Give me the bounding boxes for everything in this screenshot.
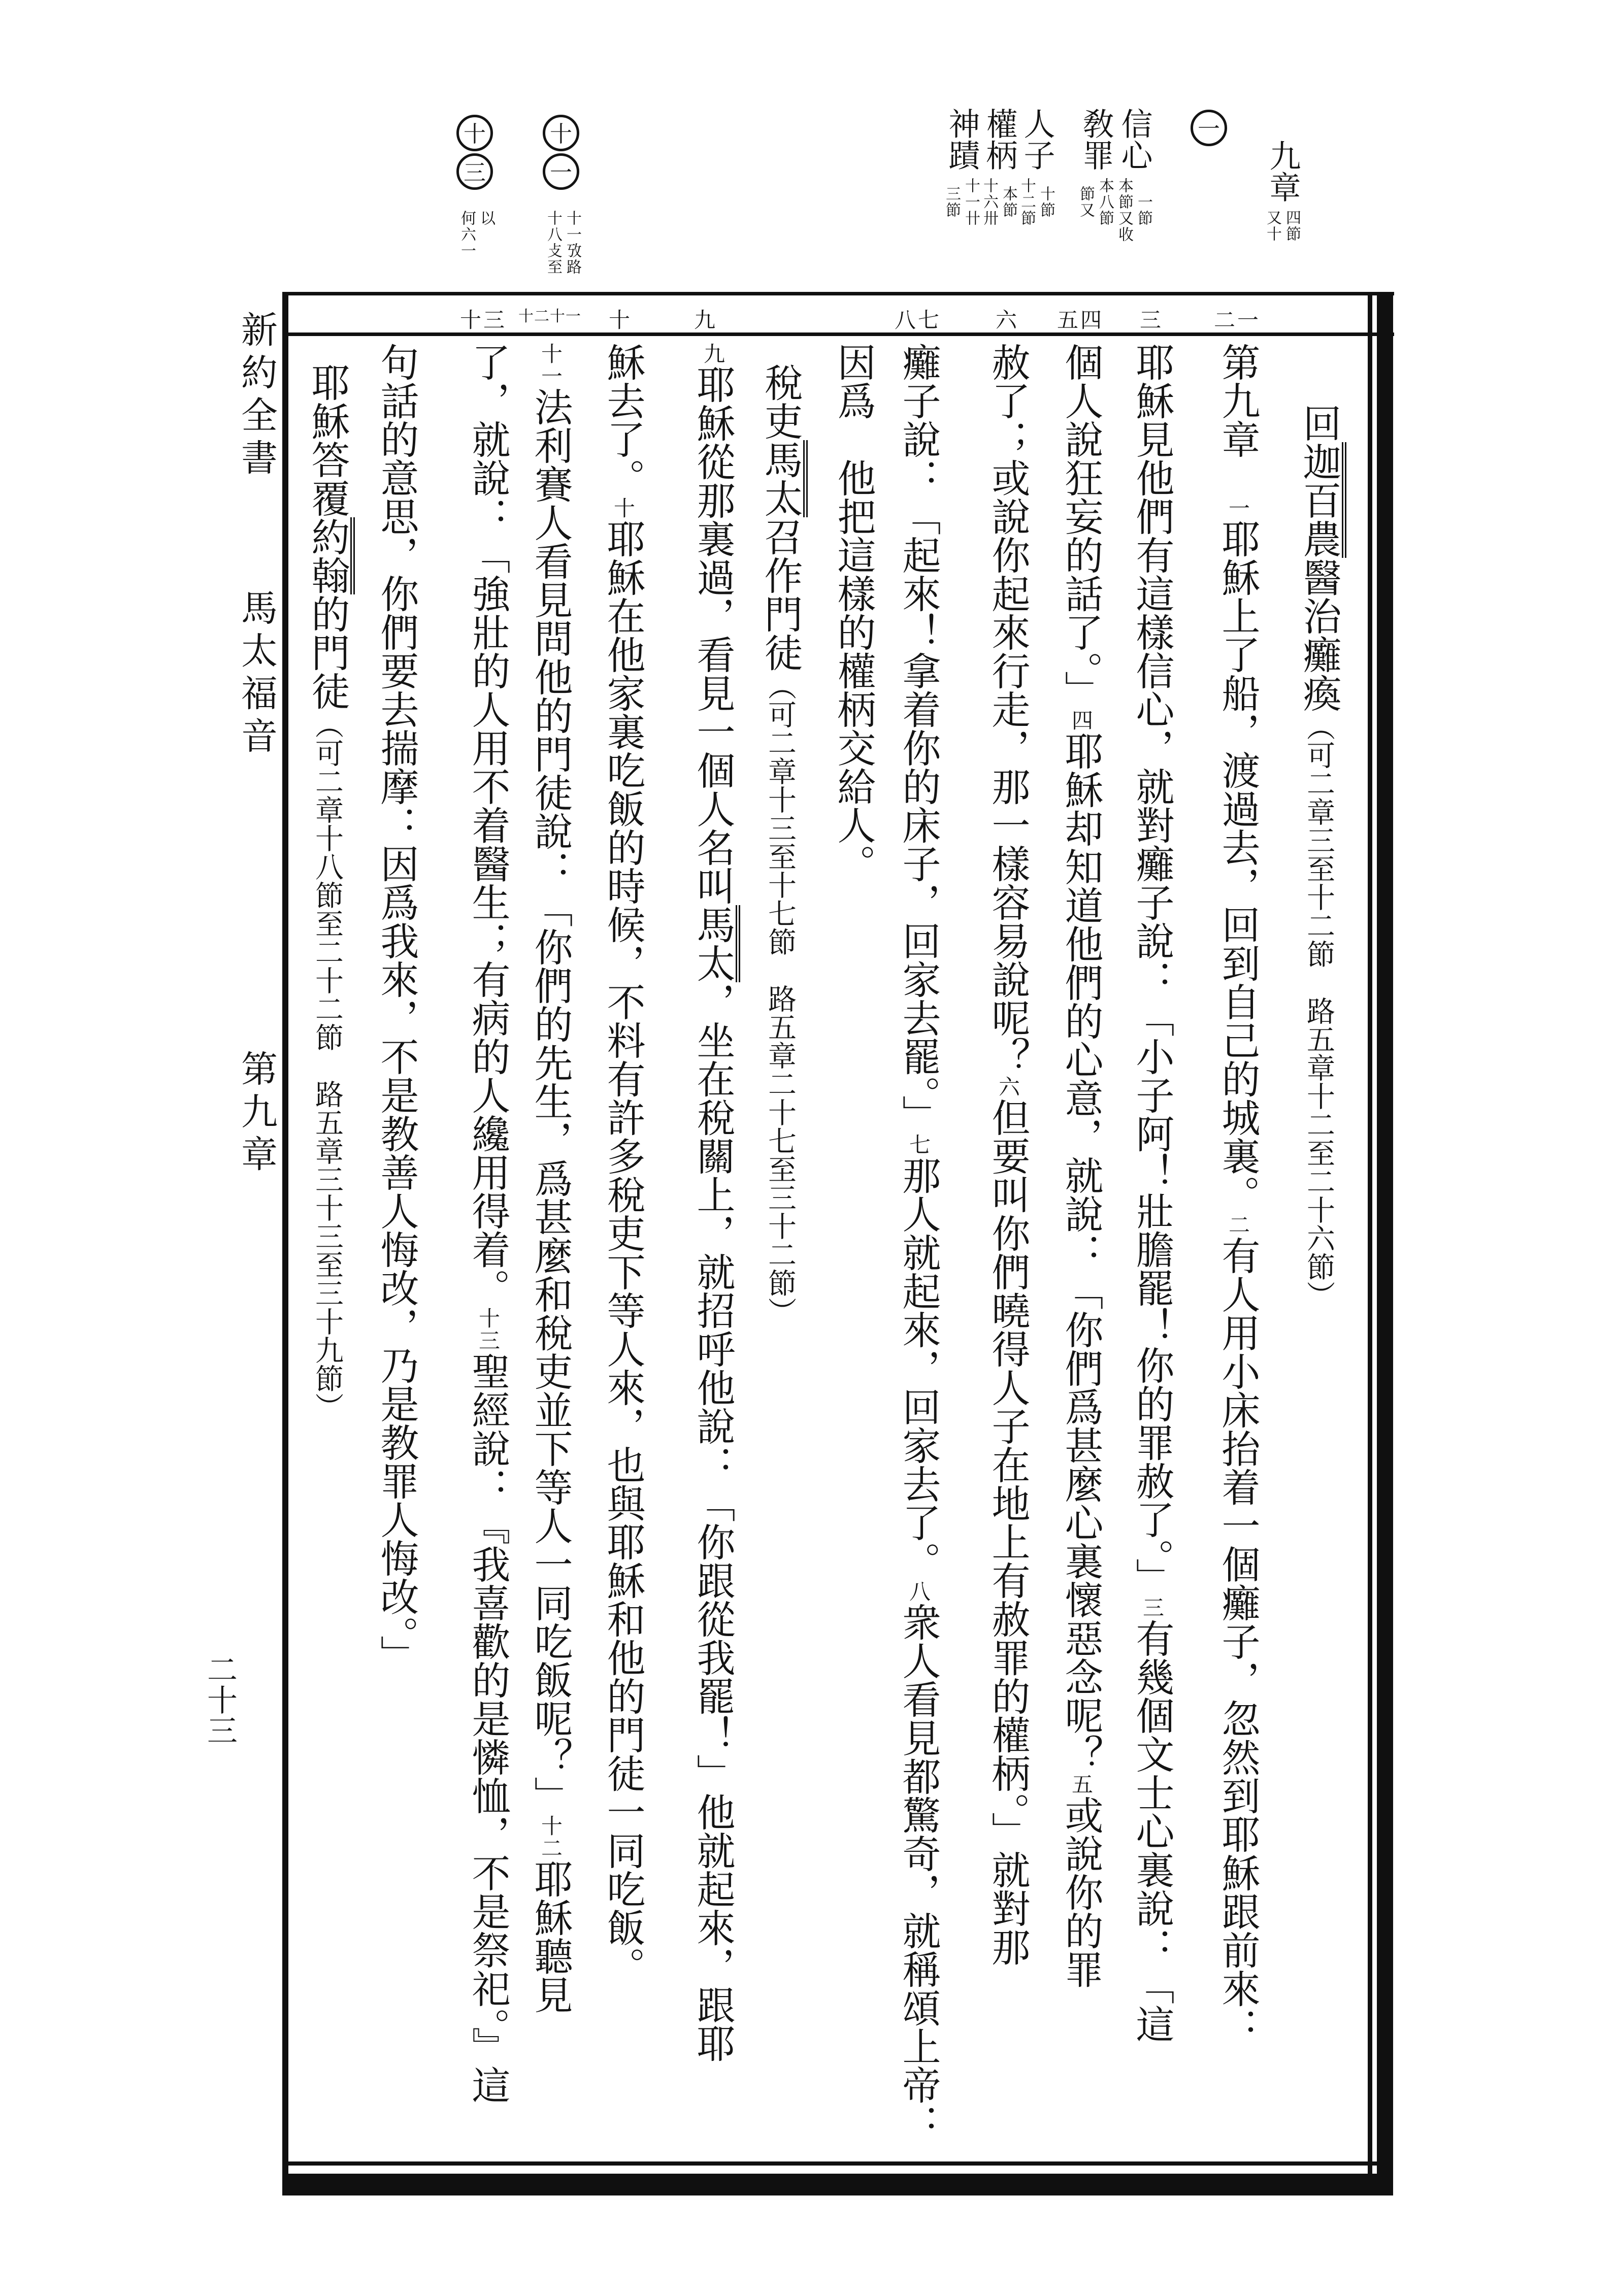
scripture-text: 耶穌見他們有這樣信心，就對癱子說：「小子阿！壯膽罷！你的罪赦了。」 bbox=[1130, 343, 1173, 1596]
text-column bbox=[814, 343, 892, 2201]
scripture-text: 赦了；或說你起來行走，那一樣容易說呢？ bbox=[986, 343, 1029, 1076]
text-column-heading-john-disciples bbox=[288, 343, 366, 2221]
scripture-text: 的門徒 bbox=[306, 594, 348, 710]
circled-one-note bbox=[1189, 108, 1229, 148]
scripture-text: 耶穌上了船，渡過去，回到自己的城裏。 bbox=[1216, 519, 1259, 1214]
scripture-text: 了，就說：「強壯的人用不着醫生；有病的人纔用得着。 bbox=[466, 343, 509, 1307]
scripture-text: 但要叫你們曉得人子在地上有赦罪的權柄。」就對那 bbox=[986, 1098, 1029, 1966]
verse-number: 十一 bbox=[538, 343, 562, 387]
verse-band-cell: 九 bbox=[694, 309, 718, 332]
text-column-heading-matthew-called bbox=[741, 343, 818, 2221]
text-column-heading-capernaum bbox=[1280, 343, 1357, 2261]
chapter-index-head: 九章 bbox=[1265, 140, 1299, 203]
work-title: 新約全書 bbox=[236, 311, 276, 481]
text-column bbox=[1113, 343, 1190, 2201]
verse-band-cell: 三 bbox=[1139, 309, 1164, 332]
cross-reference: （可二章三至十二節 路五章十二至二十六節） bbox=[1303, 712, 1334, 1309]
scripture-text: 有人用小床抬着一個癱子，忽然到耶穌跟前來： bbox=[1216, 1236, 1259, 2046]
frame-left-rule bbox=[282, 292, 288, 2195]
cross-ref-group-2-refs: 以 何六一 bbox=[458, 210, 494, 259]
topic-note-forgive-sin: 敎罪 本八節 節又 bbox=[1077, 108, 1113, 226]
scripture-text: 回 bbox=[1297, 404, 1340, 442]
frame-top-rule bbox=[284, 292, 1394, 295]
scripture-text: 或說你的罪 bbox=[1059, 1795, 1102, 1988]
cross-ref-group-1 bbox=[541, 113, 581, 192]
cross-ref-group-2 bbox=[455, 113, 494, 192]
verse-number: 六 bbox=[996, 1076, 1019, 1098]
text-column bbox=[969, 343, 1046, 2201]
verse-number: 四 bbox=[1069, 709, 1092, 731]
verse-number: 九 bbox=[701, 343, 724, 365]
scripture-text: 衆人看見都驚奇，就稱頌上帝： bbox=[897, 1603, 939, 2143]
scripture-text: 穌去了。 bbox=[601, 343, 644, 497]
circled-number-icon: 十 bbox=[543, 115, 579, 151]
scripture-text: 耶穌答覆 bbox=[306, 363, 348, 517]
spine-title bbox=[235, 311, 277, 2138]
circled-number-icon: 一 bbox=[1191, 110, 1227, 146]
text-column bbox=[1199, 343, 1276, 2201]
topic-note-authority: 權柄 本節 十六卅 bbox=[981, 108, 1017, 226]
scripture-text: 個人說狂妄的話了。」 bbox=[1059, 343, 1102, 709]
scripture-text: 聖經說：『我喜歡的是憐恤，不是祭祀。』這 bbox=[466, 1352, 509, 2104]
scripture-text: 耶穌却知道他們的心意，就說：「你們爲甚麼心裏懷惡念呢？ bbox=[1059, 731, 1102, 1773]
scripture-text: 稅吏 bbox=[758, 363, 801, 440]
verse-band-cell: 十二十一 bbox=[518, 308, 581, 325]
proper-noun: 約翰 bbox=[306, 517, 355, 594]
page-number: 二十三 bbox=[203, 1654, 237, 1745]
cross-reference: （可二章十八節至二十二節 路五章三十三至三十九節） bbox=[311, 710, 343, 1421]
verse-number: 三 bbox=[1140, 1596, 1163, 1619]
verse-number: 八 bbox=[906, 1580, 930, 1603]
scripture-text: ，坐在稅關上，就招呼他說：「你跟從我罷！」他就起來，跟耶 bbox=[691, 982, 734, 2062]
scripture-text: 召作門徒 bbox=[758, 517, 801, 672]
frame-right-inner-rule bbox=[1368, 292, 1372, 2195]
verse-band-cell: 十 bbox=[608, 309, 633, 332]
verse-number: 五 bbox=[1069, 1773, 1092, 1795]
circled-number-icon: 三 bbox=[456, 153, 493, 190]
topic-note-son-of-man: 人子 十節 十二節 bbox=[1018, 108, 1054, 226]
scripture-text: 醫治癱瘓 bbox=[1297, 558, 1340, 712]
scripture-text: 耶穌從那裏過，看見一個人名叫 bbox=[691, 365, 734, 905]
verse-band-cell: 八七 bbox=[894, 309, 942, 332]
scripture-text: 癱子說：「起來！拿着你的床子，回家去罷。」 bbox=[897, 343, 939, 1134]
scripture-text: 耶穌在他家裏吃飯的時候，不料有許多稅吏下等人來，也與耶穌和他的門徒一同吃飯。 bbox=[601, 519, 644, 1985]
scripture-text: 法利賽人看見問他的門徒說：「你們的先生，爲甚麼和稅吏並下等人一同吃飯呢？」 bbox=[529, 387, 571, 1815]
verse-band-cell: 六 bbox=[995, 309, 1019, 332]
circled-number-icon: 一 bbox=[543, 153, 579, 190]
scripture-text: 因爲 他把這樣的權柄交給人。 bbox=[832, 343, 874, 883]
verse-band-cell: 五四 bbox=[1057, 309, 1104, 332]
verse-number: 七 bbox=[906, 1134, 930, 1156]
topic-note-miracle: 神蹟 十一卄 三節 bbox=[943, 108, 979, 226]
text-column bbox=[357, 343, 435, 2201]
verse-number: 十二 bbox=[538, 1815, 562, 1859]
verse-number: 十 bbox=[611, 497, 634, 519]
cross-ref-group-1-refs: 十一攷路 十八攴至 bbox=[545, 210, 581, 275]
book-title: 馬太福音 bbox=[236, 589, 276, 759]
verse-number: 二 bbox=[1226, 1214, 1249, 1236]
scripture-text: 有幾個文士心裏說：「這 bbox=[1130, 1619, 1173, 2043]
scripture-text: 第九章 bbox=[1216, 343, 1259, 497]
proper-noun: 馬太 bbox=[758, 440, 808, 517]
verse-band-cell: 二一 bbox=[1213, 309, 1261, 332]
proper-noun: 迦百農 bbox=[1297, 442, 1346, 558]
chapter-index-note bbox=[1262, 140, 1302, 242]
text-column bbox=[674, 343, 751, 2201]
verse-band-cell: 十三 bbox=[459, 309, 507, 332]
verse-number: 十三 bbox=[476, 1307, 499, 1352]
chapter-title: 第九章 bbox=[236, 1050, 276, 1178]
chapter-index-refs: 四節 又十 bbox=[1264, 210, 1300, 242]
text-column bbox=[584, 343, 661, 2201]
verse-number: 一 bbox=[1226, 497, 1249, 519]
text-column bbox=[1042, 343, 1119, 2201]
topic-note-faith: 信心 一節 本節又收 bbox=[1116, 108, 1152, 243]
frame-right-outer-rule bbox=[1377, 292, 1393, 2195]
circled-number-icon: 十 bbox=[456, 115, 493, 151]
scripture-text: 句話的意思，你們要去揣摩：因爲我來，不是教善人悔改，乃是教罪人悔改。」 bbox=[375, 343, 417, 1674]
text-column bbox=[449, 343, 526, 2201]
scripture-text: 那人就起來，回家去了。 bbox=[897, 1156, 939, 1580]
proper-noun: 馬太 bbox=[691, 905, 740, 982]
cross-reference: （可二章十三至十七節 路五章二十七至三十二節） bbox=[764, 672, 796, 1325]
scripture-text: 耶穌聽見 bbox=[529, 1859, 571, 2014]
